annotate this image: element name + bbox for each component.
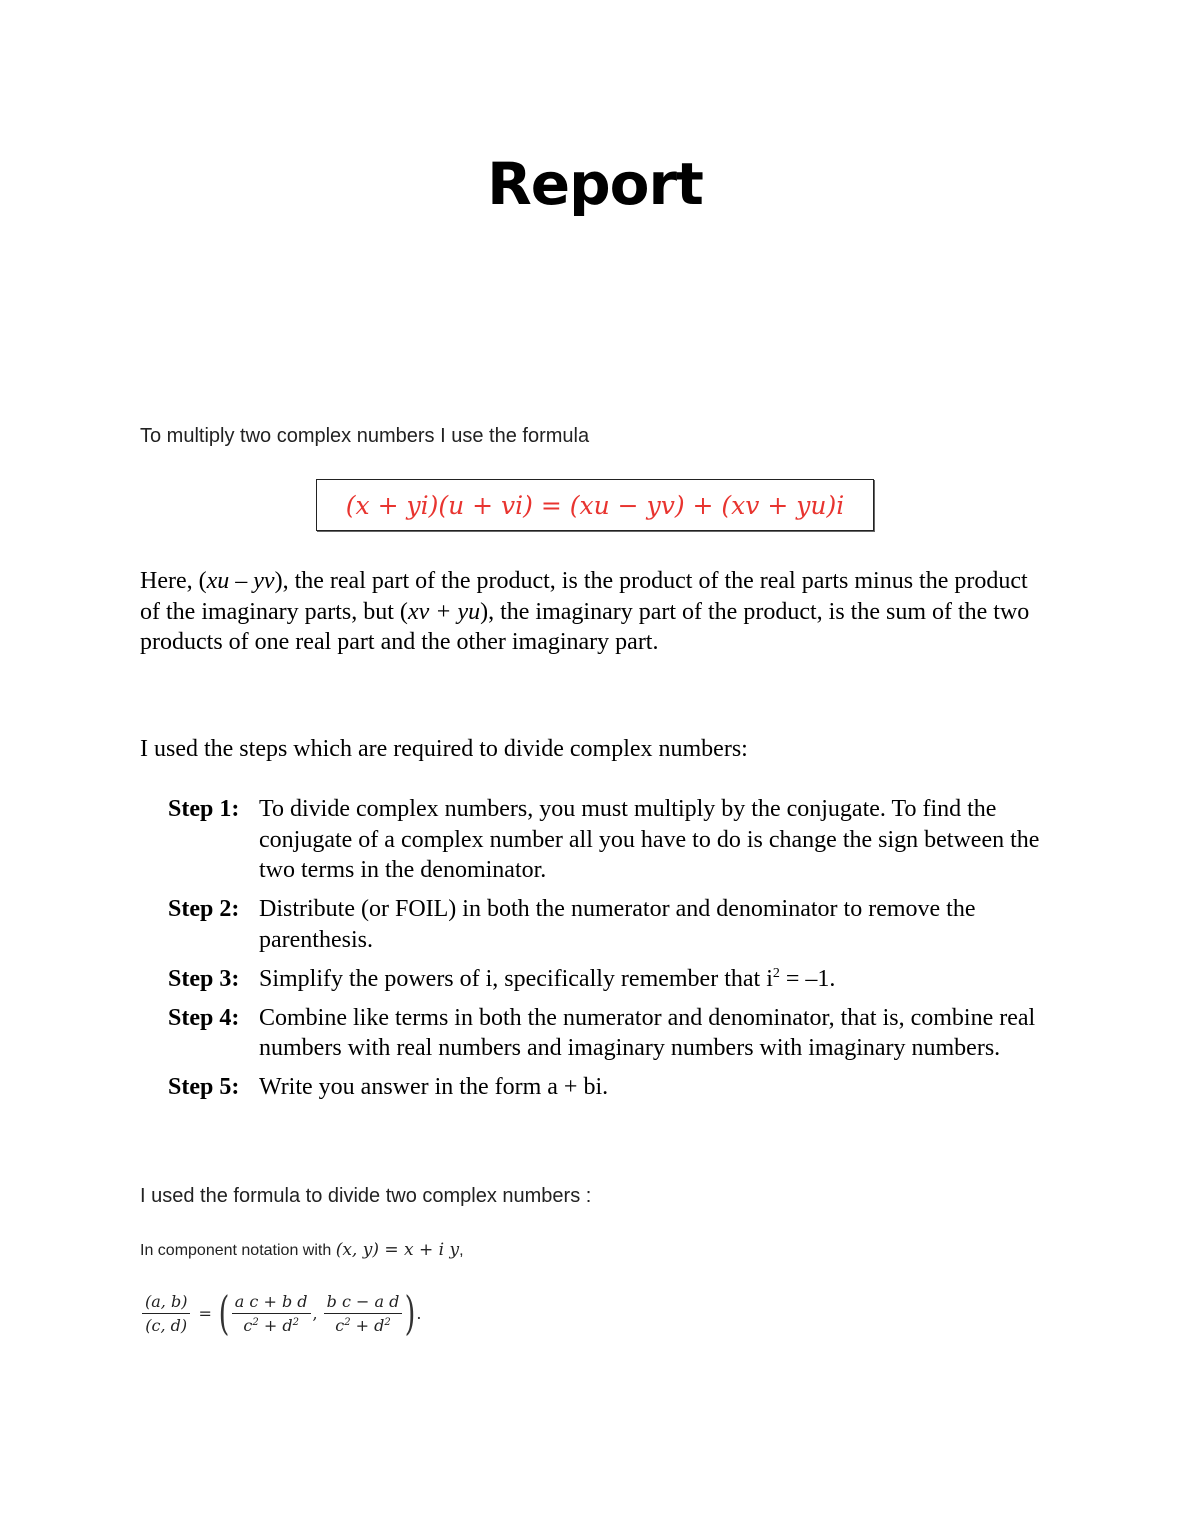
period: . (416, 1303, 422, 1323)
step-label: Step 5: (168, 1074, 240, 1100)
component-notation (140, 1240, 464, 1260)
den-exp-c: 2 (252, 1316, 259, 1328)
step-text (259, 964, 1048, 995)
den-d: d (282, 1315, 293, 1335)
step-label: Step 4: (168, 1004, 240, 1031)
step-item (168, 794, 1048, 886)
imag-fraction (324, 1292, 403, 1335)
component-notation-text: In component notation with (140, 1242, 336, 1259)
den-exp-c: 2 (344, 1316, 351, 1328)
explanation-paragraph (140, 566, 1050, 658)
left-paren: ( (218, 1286, 230, 1340)
step-item (168, 1003, 1048, 1064)
divide-formula-intro: I used the formula to divide two complex numbers : (140, 1185, 592, 1207)
den-c: c (243, 1315, 253, 1335)
division-intro: I used the steps which are required to divide complex numbers: (140, 736, 748, 762)
step-label: Step 3: (168, 965, 240, 992)
step-label: Step 1: (168, 796, 240, 822)
equals-sign: = (198, 1303, 212, 1323)
page-title: Report (487, 150, 703, 218)
step-text: Distribute (or FOIL) in both the numerator and denominator to remove the parenthesis. (259, 896, 976, 953)
step-text: To divide complex numbers, you must multiply by the conjugate. To find the conjugate of a complex number all you have to do is change the sign between the two terms in the denominator. (259, 796, 1040, 883)
explanation-text-2: ), the real part of the product, is the product of the real parts minus the product of the imaginary parts, but ( (140, 568, 1028, 625)
exponent: 2 (772, 965, 780, 981)
step-label: Step 2: (168, 896, 240, 922)
right-paren: ) (404, 1286, 416, 1340)
explanation-expr-real: xu – yv (206, 568, 275, 594)
den-d: d (374, 1315, 385, 1335)
component-notation-math: (x, y) = x + i y (335, 1240, 460, 1260)
imag-denominator (332, 1314, 394, 1335)
den-exp-d: 2 (384, 1316, 391, 1328)
step-item (168, 894, 1048, 955)
den-c: c (335, 1315, 345, 1335)
component-notation-suffix: , (459, 1242, 464, 1259)
division-formula (140, 1286, 422, 1340)
step-item (168, 1072, 1048, 1103)
step-text-before: Simplify the powers of i, specifically remember that i (259, 965, 773, 992)
step-item (168, 964, 1048, 995)
comma: , (312, 1303, 318, 1323)
left-numerator: (a, b) (142, 1292, 190, 1314)
explanation-text-3: ), the imaginary part of the product, is the sum of the two products of one real part and the other imaginary part. (140, 598, 1030, 655)
step-text: Write you answer in the form a + bi. (259, 1074, 609, 1100)
explanation-expr-imag: xv + yu (407, 598, 481, 625)
real-fraction (232, 1292, 311, 1335)
den-exp-d: 2 (292, 1316, 299, 1328)
left-fraction (142, 1292, 190, 1335)
steps-list (168, 794, 1048, 1111)
explanation-text-1: Here, ( (140, 568, 207, 594)
multiply-formula: (x + yi)(u + vi) = (xu − yv) + (xv + yu)i (316, 479, 874, 531)
step-text: Combine like terms in both the numerator and denominator, that is, combine real numbers with real numbers and imaginary numbers with imaginary numbers. (259, 1004, 1036, 1061)
left-denominator: (c, d) (145, 1315, 188, 1335)
real-numerator: a c + b d (232, 1292, 311, 1314)
imag-numerator: b c − a d (324, 1292, 403, 1314)
step-text-after: = –1. (779, 965, 836, 992)
multiply-intro: To multiply two complex numbers I use the formula (140, 425, 590, 447)
den-plus: + (258, 1315, 283, 1335)
den-plus: + (350, 1315, 375, 1335)
real-denominator (240, 1314, 302, 1335)
